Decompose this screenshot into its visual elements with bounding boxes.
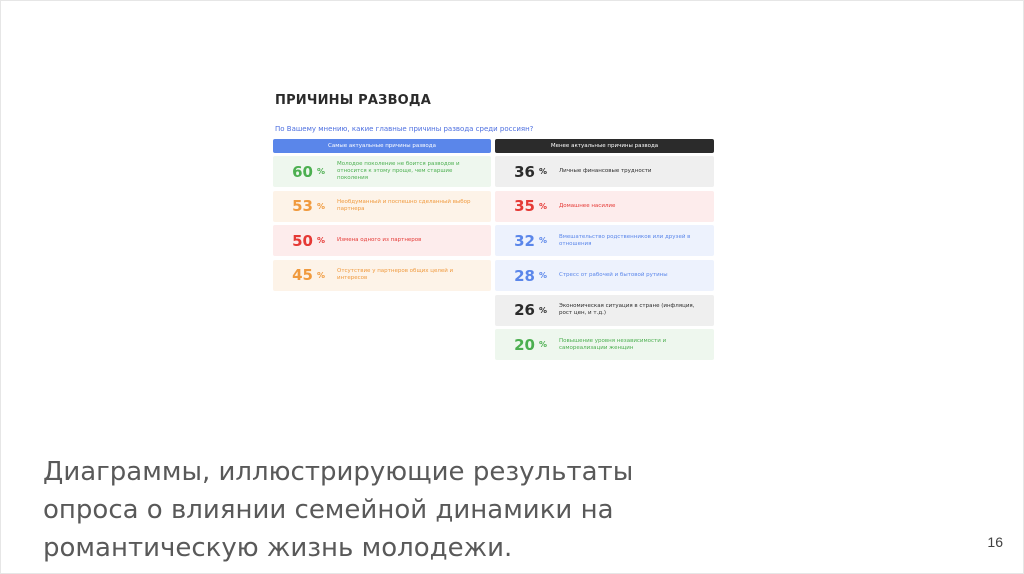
reason-percent-value: 20 bbox=[514, 335, 535, 354]
reason-percent-unit: % bbox=[317, 236, 326, 245]
reason-percent-unit: % bbox=[539, 167, 548, 176]
reason-text: Молодое поколение не боится разводов и относится к этому проще, чем старшие поколения bbox=[337, 161, 460, 181]
reason-row bbox=[495, 295, 714, 326]
less-relevant-header: Менее актуальные причины развода bbox=[495, 139, 714, 153]
reason-percent-value: 53 bbox=[292, 197, 313, 215]
reason-percent-unit: % bbox=[317, 167, 326, 176]
infographic-title: ПРИЧИНЫ РАЗВОДА bbox=[275, 93, 431, 108]
reason-row bbox=[273, 156, 491, 187]
reason-row bbox=[273, 225, 491, 256]
divorce-reasons-infographic bbox=[269, 89, 717, 369]
most-relevant-list bbox=[273, 156, 491, 291]
reason-text: Личные финансовые трудности bbox=[559, 168, 652, 174]
reason-row bbox=[273, 260, 491, 291]
reason-row bbox=[495, 225, 714, 256]
reason-percent-value: 60 bbox=[292, 162, 313, 181]
reason-percent-value: 50 bbox=[292, 231, 313, 250]
reason-percent-value: 28 bbox=[514, 266, 535, 285]
reason-row bbox=[495, 191, 714, 222]
reason-text: Необдуманный и поспешно сделанный выбор партнера bbox=[337, 199, 471, 212]
reason-percent-value: 26 bbox=[514, 301, 535, 320]
less-relevant-list bbox=[495, 156, 714, 360]
slide-caption: Диаграммы, иллюстрирующие результаты опроса о влиянии семейной динамики на романтическую жизнь молодежи. bbox=[43, 457, 634, 563]
page-number: 16 bbox=[987, 534, 1003, 550]
less-relevant-column bbox=[495, 139, 714, 364]
reason-text: Домашнее насилие bbox=[559, 202, 616, 209]
reason-percent-unit: % bbox=[539, 305, 548, 315]
reason-percent-value: 45 bbox=[292, 266, 313, 284]
reason-text: Измена одного из партнеров bbox=[337, 237, 422, 243]
reason-percent-unit: % bbox=[317, 270, 326, 280]
reason-row bbox=[495, 260, 714, 291]
survey-question: По Вашему мнению, какие главные причины развода среди россиян? bbox=[275, 125, 534, 133]
reason-text: Отсутствие у партнеров общих целей и интересов bbox=[337, 268, 454, 281]
reason-percent-unit: % bbox=[539, 236, 548, 246]
reason-text: Повышение уровня независимости и самореализации женщин bbox=[559, 337, 667, 351]
reason-percent-unit: % bbox=[539, 201, 548, 211]
reason-percent-value: 35 bbox=[514, 197, 535, 216]
reason-text: Стресс от рабочей и бытовой рутины bbox=[559, 272, 668, 279]
reason-row bbox=[273, 191, 491, 222]
reason-percent-unit: % bbox=[539, 271, 548, 281]
reason-percent-unit: % bbox=[539, 340, 548, 350]
reason-text: Экономическая ситуация в стране (инфляция, рост цен, и т.д.) bbox=[559, 303, 695, 317]
reason-percent-unit: % bbox=[317, 201, 326, 211]
reason-row bbox=[495, 329, 714, 360]
reason-text: Вмешательство родственников или друзей в отношения bbox=[559, 233, 691, 247]
reason-row bbox=[495, 156, 714, 187]
reason-percent-value: 36 bbox=[514, 162, 535, 181]
most-relevant-column bbox=[273, 139, 491, 294]
reason-percent-value: 32 bbox=[514, 231, 535, 250]
most-relevant-header: Самые актуальные причины развода bbox=[273, 139, 491, 153]
